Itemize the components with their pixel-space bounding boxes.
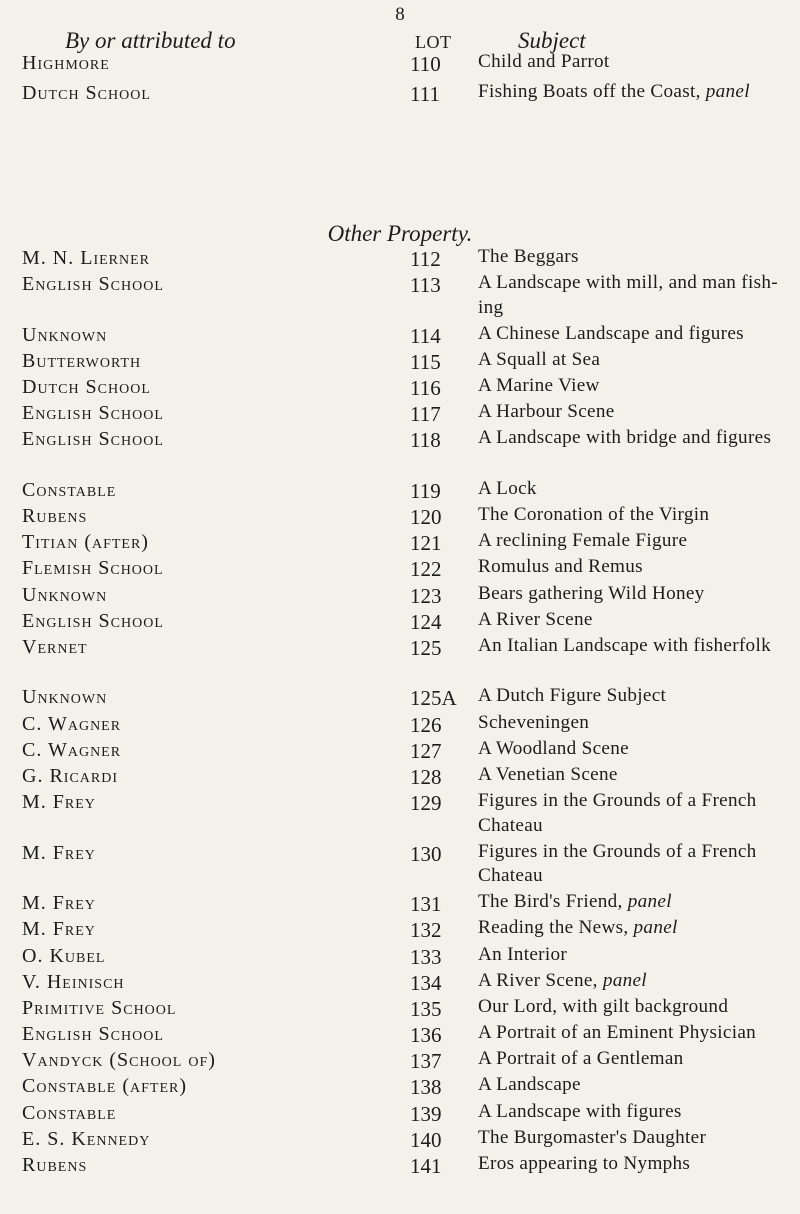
entry-lot-number: 118 (410, 428, 441, 453)
entry-lot-number: 126 (410, 712, 442, 737)
entry-lot-number: 116 (410, 376, 441, 401)
entry-subject-text: A Lock (478, 477, 537, 499)
entry-subject (478, 684, 796, 708)
entry-subject-text: The Bird's Friend, (478, 891, 623, 913)
entry-subject-text: A Chinese Landscape and figures (478, 322, 744, 344)
entry-lot-number: 133 (410, 944, 442, 969)
entry-lot-number: 123 (410, 583, 442, 608)
entry-subject-text: Figures in the Grounds of a French Chateau (478, 840, 757, 887)
section-title: Other Property. (327, 221, 473, 246)
entry-lot-number: 134 (410, 970, 442, 995)
entry-subject (478, 890, 796, 914)
catalogue-entry (0, 969, 800, 995)
entry-subject (478, 374, 796, 398)
entry-subject-text: Romulus and Remus (478, 556, 643, 578)
entry-subject (478, 477, 796, 501)
entry-artist: E. S. Kennedy (22, 1127, 151, 1150)
entry-subject (478, 840, 796, 889)
catalogue-entry (0, 477, 800, 503)
entry-lot-number: 139 (410, 1101, 442, 1126)
entry-artist: Constable (after) (22, 1075, 187, 1098)
entry-artist: Primitive School (22, 996, 177, 1019)
entry-subject (478, 634, 796, 658)
entry-subject-text: Fishing Boats off the Coast, (478, 81, 701, 102)
entry-subject (478, 916, 796, 940)
entry-subject (478, 400, 796, 424)
entry-artist: Dutch School (22, 82, 151, 104)
entry-subject (478, 737, 796, 761)
entry-subject (478, 1021, 796, 1045)
catalogue-entry (0, 426, 800, 477)
entry-lot-number: 141 (410, 1153, 442, 1178)
catalogue-entry (0, 271, 800, 322)
entry-artist: Butterworth (22, 349, 142, 372)
entry-artist: Dutch School (22, 376, 151, 399)
entry-subject (478, 80, 796, 104)
header-subject: Subject (518, 28, 586, 53)
entry-lot-number: 122 (410, 557, 442, 582)
entry-subject-text: A Dutch Figure Subject (478, 685, 667, 707)
entry-lot-number: 111 (410, 82, 440, 106)
entry-artist: Highmore (22, 52, 110, 74)
entry-subject (478, 608, 796, 632)
entry-lot-number: 140 (410, 1127, 442, 1152)
entry-subject-text: A Marine View (478, 375, 600, 397)
entry-artist: V. Heinisch (22, 970, 125, 993)
entry-medium: panel (627, 891, 672, 913)
entry-subject (478, 789, 796, 838)
entry-lot-number: 130 (410, 841, 442, 866)
catalogue-entry (0, 1126, 800, 1152)
entry-subject-text: Bears gathering Wild Honey (478, 582, 705, 604)
entry-subject (478, 763, 796, 787)
entry-subject-text: Reading the News, (478, 917, 629, 939)
catalogue-entry (0, 995, 800, 1021)
entry-artist: English School (22, 273, 164, 296)
catalogue-entry (0, 1152, 800, 1178)
entry-medium: panel (705, 81, 750, 102)
entry-subject (478, 1100, 796, 1124)
entry-subject-text: Eros appearing to Nymphs (478, 1152, 691, 1174)
entry-subject (478, 995, 796, 1019)
entry-lot-number: 128 (410, 764, 442, 789)
entry-subject-text: The Beggars (478, 246, 579, 267)
entry-subject-text: An Italian Landscape with fisherfolk (478, 634, 771, 656)
catalogue-entry (0, 634, 800, 685)
entry-lot-number: 131 (410, 892, 442, 917)
entry-subject (478, 322, 796, 346)
entry-lot-number: 125A (410, 686, 457, 711)
entry-lot-number: 117 (410, 402, 441, 427)
entry-subject-text: Scheveningen (478, 711, 590, 733)
catalogue-entry (0, 322, 800, 348)
entry-subject (478, 1073, 796, 1097)
entry-subject (478, 969, 796, 993)
catalogue-entry (0, 80, 800, 110)
entry-artist: English School (22, 428, 164, 451)
entry-subject (478, 1126, 796, 1150)
catalogue-entry (0, 840, 800, 891)
entry-subject (478, 271, 796, 320)
entry-subject-text: A Portrait of an Eminent Physician (478, 1022, 757, 1044)
entry-lot-number: 112 (410, 247, 441, 271)
entry-artist: English School (22, 609, 164, 632)
header-artist: By or attributed to (65, 28, 236, 53)
entry-subject-text: Our Lord, with gilt background (478, 995, 729, 1017)
catalogue-entry (0, 400, 800, 426)
entry-subject (478, 555, 796, 579)
entry-subject-text: A reclining Female Figure (478, 530, 688, 552)
entry-subject-text: A Portrait of a Gentleman (478, 1048, 684, 1070)
entry-subject-text: A Woodland Scene (478, 737, 629, 759)
entry-artist: English School (22, 1023, 164, 1046)
header-lot: LOT (415, 32, 452, 52)
entry-lot-number: 136 (410, 1023, 442, 1048)
entry-artist: Constable (22, 478, 117, 501)
entry-subject (478, 529, 796, 553)
entry-artist: M. N. Lierner (22, 247, 150, 269)
entry-artist: Flemish School (22, 557, 164, 580)
entry-subject-text: A River Scene (478, 608, 593, 630)
catalogue-entry (0, 50, 800, 80)
entry-lot-number: 114 (410, 323, 441, 348)
catalogue-entry (0, 1100, 800, 1126)
entry-artist: Vernet (22, 635, 88, 658)
entry-medium: panel (633, 917, 678, 939)
catalogue-entry (0, 916, 800, 942)
catalogue-entry (0, 529, 800, 555)
entry-artist: M. Frey (22, 791, 96, 814)
entry-artist: M. Frey (22, 918, 96, 941)
catalogue-entry (0, 348, 800, 374)
entry-artist: M. Frey (22, 892, 96, 915)
entry-artist: Unknown (22, 686, 108, 709)
entry-artist: Vandyck (School of) (22, 1049, 216, 1072)
catalogue-entry (0, 582, 800, 608)
entry-artist: Rubens (22, 505, 88, 528)
entry-subject-text: An Interior (478, 943, 568, 965)
entry-subject-text: Figures in the Grounds of a French Chateau (478, 790, 757, 836)
entry-artist: M. Frey (22, 841, 96, 864)
entry-medium: panel (602, 969, 647, 991)
catalogue-entry (0, 555, 800, 581)
entry-lot-number: 135 (410, 996, 442, 1021)
catalogue-entry (0, 684, 800, 710)
entry-lot-number: 137 (410, 1049, 442, 1074)
entry-subject-text: A Landscape with figures (478, 1100, 682, 1122)
entry-subject (478, 1047, 796, 1071)
entry-subject-text: A Landscape with bridge and figures (478, 427, 772, 449)
entry-subject (478, 582, 796, 606)
entry-subject-text: A River Scene, (478, 969, 598, 991)
entry-artist: Unknown (22, 583, 108, 606)
entry-lot-number: 138 (410, 1075, 442, 1100)
entry-artist: Rubens (22, 1153, 88, 1176)
catalogue-entry (0, 943, 800, 969)
entry-artist: G. Ricardi (22, 764, 119, 787)
catalogue-entry (0, 503, 800, 529)
catalogue-entry (0, 1021, 800, 1047)
entry-subject-text: The Coronation of the Virgin (478, 504, 710, 526)
entry-lot-number: 121 (410, 531, 442, 556)
entry-lot-number: 127 (410, 738, 442, 763)
entry-lot-number: 113 (410, 273, 441, 298)
entry-subject-text: Child and Parrot (478, 51, 610, 72)
catalogue-entry (0, 763, 800, 789)
entry-lot-number: 119 (410, 478, 441, 503)
entry-subject-text: A Squall at Sea (478, 348, 601, 370)
entry-subject (478, 50, 796, 74)
catalogue-entry (0, 1073, 800, 1099)
entry-subject (478, 426, 796, 450)
entry-artist: Titian (after) (22, 531, 149, 554)
entry-subject-text: A Landscape with mill, and man fish-ing (478, 272, 778, 318)
entry-subject-text: A Harbour Scene (478, 401, 615, 423)
catalogue-entry (0, 711, 800, 737)
entry-lot-number: 132 (410, 918, 442, 943)
entry-artist: O. Kubel (22, 944, 106, 967)
entry-subject-text: The Burgomaster's Daughter (478, 1126, 707, 1148)
entry-subject (478, 503, 796, 527)
entry-artist: English School (22, 402, 164, 425)
entry-artist: C. Wagner (22, 738, 122, 761)
entry-lot-number: 124 (410, 609, 442, 634)
catalogue-entry (0, 608, 800, 634)
entry-artist: Unknown (22, 323, 108, 346)
entry-artist: C. Wagner (22, 712, 122, 735)
entry-subject (478, 711, 796, 735)
entry-lot-number: 120 (410, 505, 442, 530)
page-number: 8 (395, 4, 405, 25)
catalogue-entry (0, 245, 800, 271)
catalogue-entry (0, 1047, 800, 1073)
entry-lot-number: 129 (410, 791, 442, 816)
entry-subject-text: A Venetian Scene (478, 763, 618, 785)
catalogue-entry (0, 737, 800, 763)
entry-lot-number: 110 (410, 52, 441, 76)
entry-lot-number: 125 (410, 635, 442, 660)
entry-subject (478, 1152, 796, 1176)
catalogue-entry (0, 789, 800, 840)
catalogue-entry (0, 890, 800, 916)
entry-subject (478, 245, 796, 269)
entry-subject-text: A Landscape (478, 1074, 581, 1096)
entry-artist: Constable (22, 1101, 117, 1124)
entry-lot-number: 115 (410, 349, 441, 374)
catalogue-entry (0, 374, 800, 400)
entry-subject (478, 348, 796, 372)
entry-subject (478, 943, 796, 967)
